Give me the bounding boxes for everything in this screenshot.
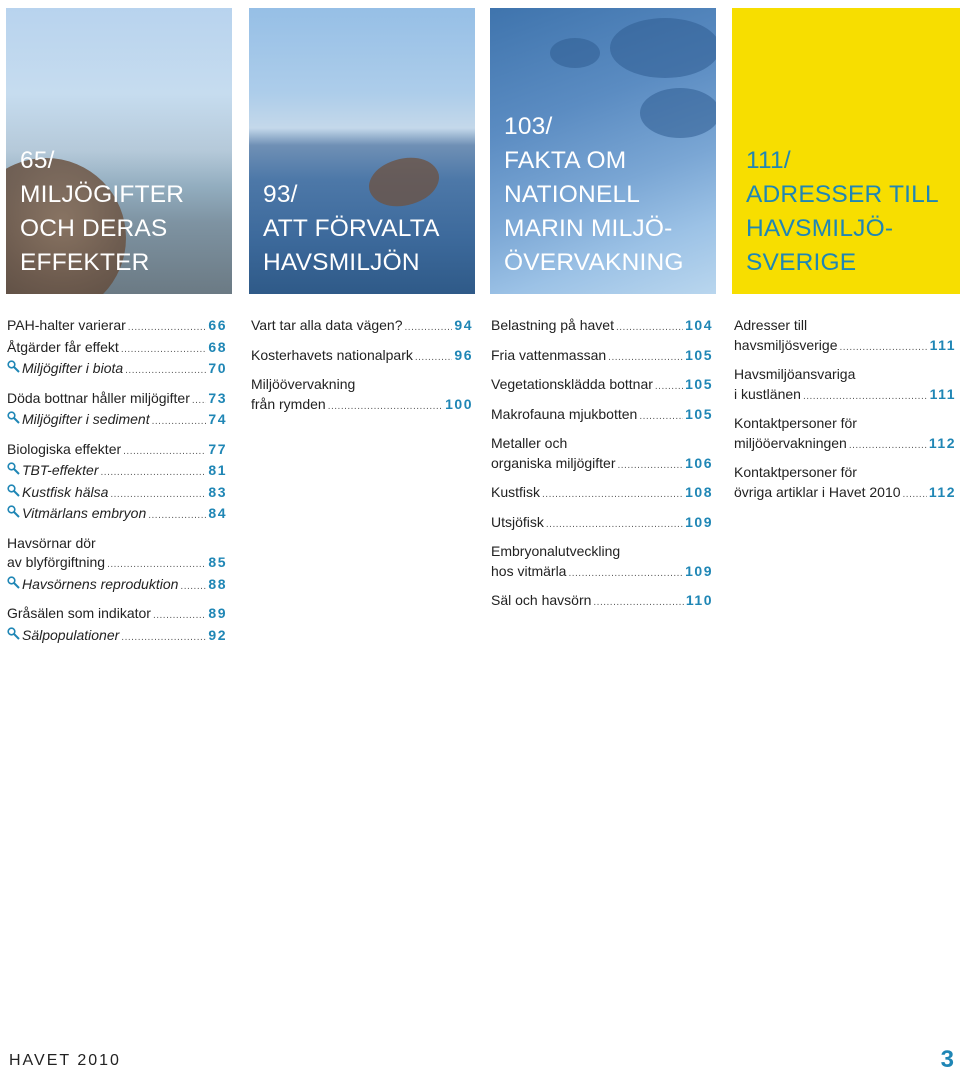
title-line: NATIONELL xyxy=(504,181,641,208)
toc-entry[interactable] xyxy=(7,389,227,411)
toc-entry-title: Kontaktpersoner för xyxy=(734,415,857,431)
toc-subentry[interactable] xyxy=(7,575,227,597)
title-line: 93/ xyxy=(263,181,298,208)
title-line: HAVSMILJÖ- xyxy=(746,215,894,242)
toc-page-number: 89 xyxy=(208,605,227,621)
leader-dots xyxy=(328,397,443,417)
toc-entry-title: Miljögifter i sediment xyxy=(22,411,150,427)
leader-dots xyxy=(128,318,207,338)
title-line: 103/ xyxy=(504,113,553,140)
leader-dots xyxy=(593,593,684,613)
title-line: FAKTA OM xyxy=(504,147,627,174)
toc-entry-title: hos vitmärla xyxy=(491,562,567,579)
toc-column-3 xyxy=(491,316,713,621)
toc-page-number: 92 xyxy=(208,626,227,643)
toc-subentry[interactable] xyxy=(7,359,227,381)
toc-entry-title: Kustfisk xyxy=(491,484,541,500)
toc-entry[interactable] xyxy=(734,463,956,504)
toc-page-number: 84 xyxy=(208,505,227,521)
toc-entry-title: Utsjöfisk xyxy=(491,513,544,530)
toc-entry[interactable] xyxy=(491,405,713,427)
toc-entry[interactable] xyxy=(251,346,473,368)
toc-entry-title: Miljöövervakning xyxy=(251,376,356,392)
toc-subentry[interactable] xyxy=(7,461,227,483)
toc-entry-title: Kustfisk hälsa xyxy=(22,483,109,500)
toc-entry-title: Havsmiljöansvariga xyxy=(734,366,856,382)
toc-page-number: 105 xyxy=(685,376,713,392)
leader-dots xyxy=(546,515,683,535)
toc-entry-title: havsmiljösverige xyxy=(734,336,838,353)
toc-entry[interactable] xyxy=(251,316,473,338)
toc-page-number: 70 xyxy=(208,360,227,376)
toc-entry[interactable] xyxy=(734,365,956,406)
leader-dots xyxy=(542,485,683,505)
leader-dots xyxy=(903,485,927,505)
toc-page-number: 81 xyxy=(208,462,227,478)
toc-page-number: 68 xyxy=(208,338,227,355)
toc-entry-title: PAH-halter varierar xyxy=(7,317,126,333)
toc-entry[interactable] xyxy=(491,375,713,397)
toc-entry-title: Havsörnar dör xyxy=(7,534,96,551)
toc-column-1 xyxy=(7,316,227,655)
toc-entry-title: Kontaktpersoner för xyxy=(734,464,857,480)
toc-entry-title: Vegetationsklädda bottnar xyxy=(491,376,653,392)
magnifier-icon xyxy=(7,576,22,589)
magnifier-icon xyxy=(7,627,22,640)
toc-entry[interactable] xyxy=(7,440,227,462)
toc-subentry[interactable] xyxy=(7,504,227,526)
toc-entry-title: miljööervakningen xyxy=(734,434,847,451)
toc-entry-title: Sälpopulationer xyxy=(22,626,120,643)
section-panel-111 xyxy=(732,8,960,294)
section-panel-65 xyxy=(6,8,232,294)
toc-entry-title: Adresser till xyxy=(734,317,808,333)
magnifier-icon xyxy=(7,360,22,373)
section-title xyxy=(746,144,954,280)
toc-entry-title: i kustlänen xyxy=(734,385,801,402)
toc-entry-title: av blyförgiftning xyxy=(7,554,106,570)
leader-dots xyxy=(148,506,206,526)
section-panel-103 xyxy=(490,8,716,294)
algae-bloom-image xyxy=(550,38,600,68)
toc-entry-title: Vart tar alla data vägen? xyxy=(251,317,403,333)
leader-dots xyxy=(639,407,683,427)
toc-page-number: 74 xyxy=(208,411,227,427)
toc-entry[interactable] xyxy=(491,513,713,535)
toc-entry[interactable] xyxy=(7,604,227,626)
toc-page-number: 94 xyxy=(454,317,473,333)
toc-entry[interactable] xyxy=(7,534,227,575)
toc-entry-title: övriga artiklar i Havet 2010 xyxy=(734,483,901,500)
toc-page-number: 105 xyxy=(685,346,713,363)
publication-title: HAVET 2010 xyxy=(9,1052,121,1069)
algae-bloom-image xyxy=(610,18,716,78)
leader-dots xyxy=(568,564,683,584)
leader-dots xyxy=(803,387,928,407)
toc-subentry[interactable] xyxy=(7,626,227,648)
toc-page-number: 109 xyxy=(685,562,713,579)
toc-entry-title: Vitmärlans embryon xyxy=(22,505,147,521)
title-line: MILJÖGIFTER xyxy=(20,181,185,208)
toc-page-number: 88 xyxy=(208,575,227,592)
leader-dots xyxy=(192,391,207,411)
toc-page-number: 112 xyxy=(928,483,956,500)
magnifier-icon xyxy=(7,484,22,497)
toc-entry-title: Embryonalutveckling xyxy=(491,543,621,559)
title-line: ATT FÖRVALTA xyxy=(263,215,440,242)
toc-page-number: 111 xyxy=(929,385,956,402)
toc-entry[interactable] xyxy=(7,338,227,360)
toc-entry[interactable] xyxy=(734,414,956,455)
leader-dots xyxy=(121,340,207,360)
leader-dots xyxy=(123,442,206,462)
section-panel-93 xyxy=(249,8,475,294)
toc-page-number: 112 xyxy=(928,434,956,451)
leader-dots xyxy=(152,412,207,432)
toc-page-number: 104 xyxy=(685,317,713,333)
toc-page-number: 105 xyxy=(685,405,713,422)
leader-dots xyxy=(608,348,683,368)
toc-page-number: 96 xyxy=(454,346,473,363)
magnifier-icon xyxy=(7,411,22,424)
page-number: 3 xyxy=(940,1046,954,1073)
toc-entry[interactable] xyxy=(491,346,713,368)
leader-dots xyxy=(125,361,206,381)
toc-entry-title: Döda bottnar håller miljögifter xyxy=(7,389,190,406)
title-line: ADRESSER TILL xyxy=(746,181,939,208)
section-title xyxy=(504,110,710,280)
toc-column-2 xyxy=(251,316,473,424)
toc-entry-title: Gråsälen som indikator xyxy=(7,605,151,621)
leader-dots xyxy=(153,606,206,626)
title-line: OCH DERAS xyxy=(20,215,168,242)
toc-page-number: 100 xyxy=(445,395,473,412)
leader-dots xyxy=(405,318,453,338)
title-line: EFFEKTER xyxy=(20,249,150,276)
toc-entry-title: Makrofauna mjukbotten xyxy=(491,405,638,422)
title-line: HAVSMILJÖN xyxy=(263,249,420,276)
toc-page-number: 66 xyxy=(208,317,227,333)
magnifier-icon xyxy=(7,505,22,518)
toc-column-4 xyxy=(734,316,956,512)
leader-dots xyxy=(121,628,206,648)
toc-page-number: 108 xyxy=(685,484,713,500)
toc-entry-title: Metaller och xyxy=(491,435,568,451)
leader-dots xyxy=(655,377,683,397)
toc-entry-title: Kosterhavets nationalpark xyxy=(251,346,413,363)
toc-entry[interactable] xyxy=(491,316,713,338)
leader-dots xyxy=(618,456,684,476)
toc-entry[interactable] xyxy=(491,591,713,613)
toc-page-number: 106 xyxy=(685,454,713,471)
toc-entry-title: Havsörnens reproduktion xyxy=(22,575,179,592)
magnifier-icon xyxy=(7,462,22,475)
toc-entry-title: TBT-effekter xyxy=(22,462,99,478)
toc-entry-title: organiska miljögifter xyxy=(491,454,616,471)
toc-entry[interactable] xyxy=(491,483,713,505)
title-line: 65/ xyxy=(20,147,55,174)
toc-entry-title: Säl och havsörn xyxy=(491,592,592,608)
toc-entry-title: Belastning på havet xyxy=(491,317,614,333)
section-title xyxy=(263,178,469,280)
toc-page-number: 83 xyxy=(208,483,227,500)
toc-page-number: 85 xyxy=(208,554,227,570)
leader-dots xyxy=(849,436,927,456)
toc-entry[interactable] xyxy=(734,316,956,357)
toc-entry[interactable] xyxy=(491,542,713,583)
toc-entry-title: Miljögifter i biota xyxy=(22,360,124,376)
toc-page-number: 77 xyxy=(208,440,227,457)
toc-entry-title: Fria vattenmassan xyxy=(491,346,607,363)
toc-subentry[interactable] xyxy=(7,483,227,505)
title-line: SVERIGE xyxy=(746,249,857,276)
toc-entry-title: från rymden xyxy=(251,395,326,412)
title-line: MARIN MILJÖ- xyxy=(504,215,673,242)
toc-page-number: 109 xyxy=(685,513,713,530)
toc-entry[interactable] xyxy=(491,434,713,475)
toc-entry-title: Biologiska effekter xyxy=(7,440,122,457)
toc-page-number: 111 xyxy=(929,336,956,353)
leader-dots xyxy=(101,463,207,483)
title-line: ÖVERVAKNING xyxy=(504,249,684,276)
leader-dots xyxy=(839,338,927,358)
leader-dots xyxy=(616,318,683,338)
leader-dots xyxy=(415,348,453,368)
toc-entry[interactable] xyxy=(7,316,227,338)
section-title xyxy=(20,144,226,280)
title-line: 111/ xyxy=(746,147,791,174)
leader-dots xyxy=(107,555,206,575)
toc-entry[interactable] xyxy=(251,375,473,416)
leader-dots xyxy=(110,485,206,505)
toc-page-number: 110 xyxy=(685,592,713,608)
toc-subentry[interactable] xyxy=(7,410,227,432)
toc-entry-title: Åtgärder får effekt xyxy=(7,338,119,355)
toc-page-number: 73 xyxy=(208,389,227,406)
leader-dots xyxy=(180,577,206,597)
